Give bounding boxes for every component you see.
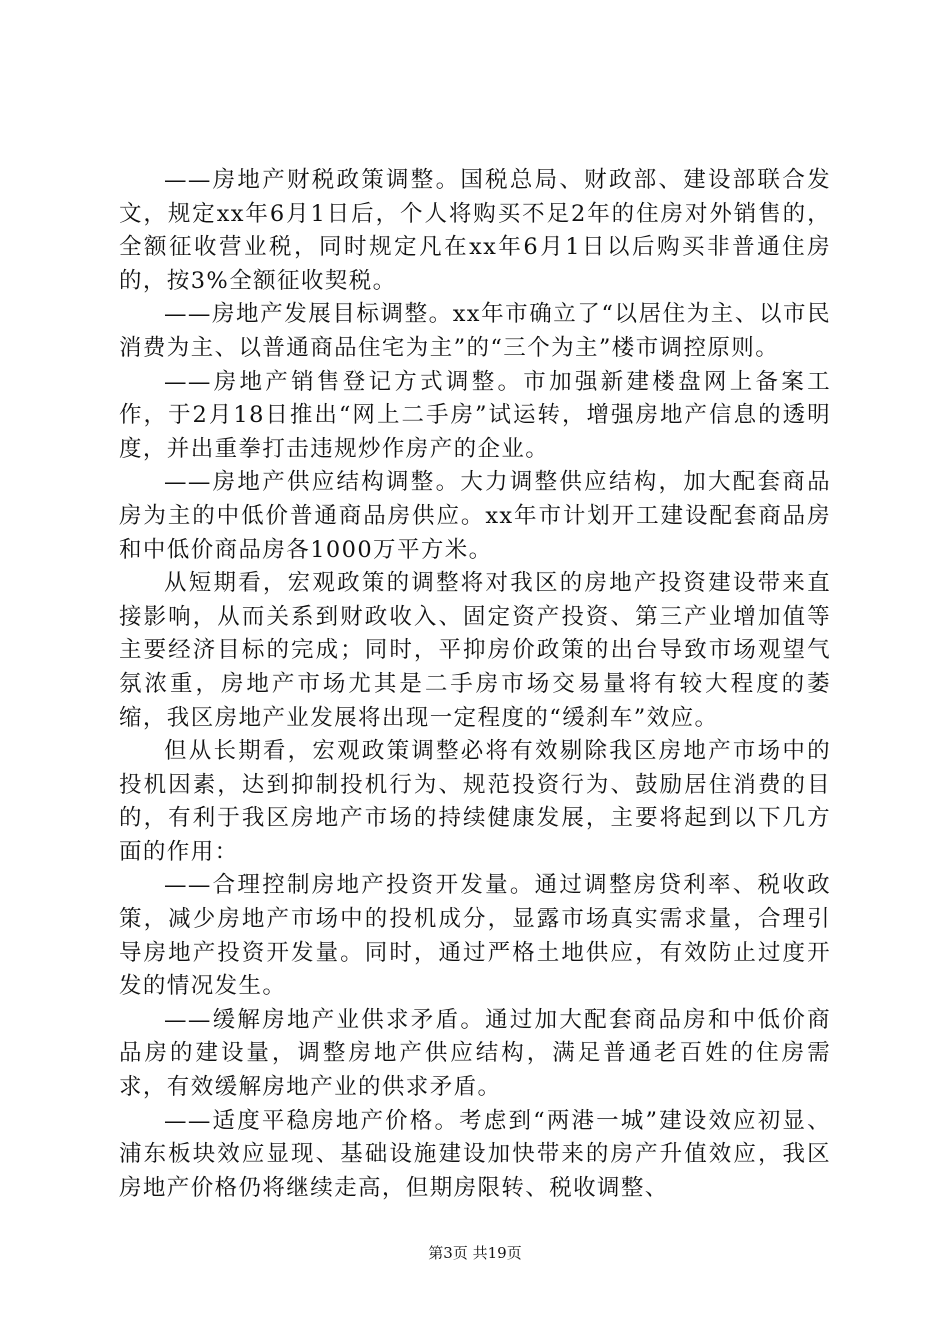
paragraph-stabilize-price: ——适度平稳房地产价格。考虑到“两港一城”建设效应初显、浦东板块效应显现、基础设施建设加快带来的房产升值效应，我区房地产价格仍将继续走高，但期房限转、税收调整、	[119, 1107, 831, 1201]
paragraph-supply-structure: ——房地产供应结构调整。大力调整供应结构，加大配套商品房为主的中低价普通商品房供应。xx年市计划开工建设配套商品房和中低价商品房各1000万平方米。	[119, 469, 831, 563]
paragraph-supply-demand: ——缓解房地产业供求矛盾。通过加大配套商品房和中低价商品房的建设量，调整房地产供应结构，满足普通老百姓的住房需求，有效缓解房地产业的供求矛盾。	[119, 1006, 831, 1101]
paragraph-tax-policy: ——房地产财税政策调整。国税总局、财政部、建设部联合发文，规定xx年6月1日后，个人将购买不足2年的住房对外销售的，全额征收营业税，同时规定凡在xx年6月1日以后购买非普通住房的，按3%全额征收契税。	[119, 167, 831, 294]
paragraph-sales-registration: ——房地产销售登记方式调整。市加强新建楼盘网上备案工作，于2月18日推出“网上二手房”试运转，增强房地产信息的透明度，并出重拳打击违规炒作房产的企业。	[119, 368, 831, 462]
paragraph-long-term: 但从长期看，宏观政策调整必将有效剔除我区房地产市场中的投机因素，达到抑制投机行为、规范投资行为、鼓励居住消费的目的，有利于我区房地产市场的持续健康发展，主要将起到以下几方面的作用：	[119, 738, 831, 865]
paragraph-control-investment: ——合理控制房地产投资开发量。通过调整房贷利率、税收政策，减少房地产市场中的投机成分，显露市场真实需求量，合理引导房地产投资开发量。同时，通过严格土地供应，有效防止过度开发的情况发生。	[119, 872, 831, 1000]
document-body	[119, 164, 831, 1205]
paragraph-development-goal: ——房地产发展目标调整。xx年市确立了“以居住为主、以市民消费为主、以普通商品住宅为主”的“三个为主”楼市调控原则。	[119, 301, 831, 361]
page-number-footer: 第3页 共19页	[428, 1244, 522, 1262]
paragraph-short-term: 从短期看，宏观政策的调整将对我区的房地产投资建设带来直接影响，从而关系到财政收入、固定资产投资、第三产业增加值等主要经济目标的完成；同时，平抑房价政策的出台导致市场观望气氛浓重，房地产市场尤其是二手房市场交易量将有较大程度的萎缩，我区房地产业发展将出现一定程度的“缓刹车”效应。	[119, 570, 831, 731]
